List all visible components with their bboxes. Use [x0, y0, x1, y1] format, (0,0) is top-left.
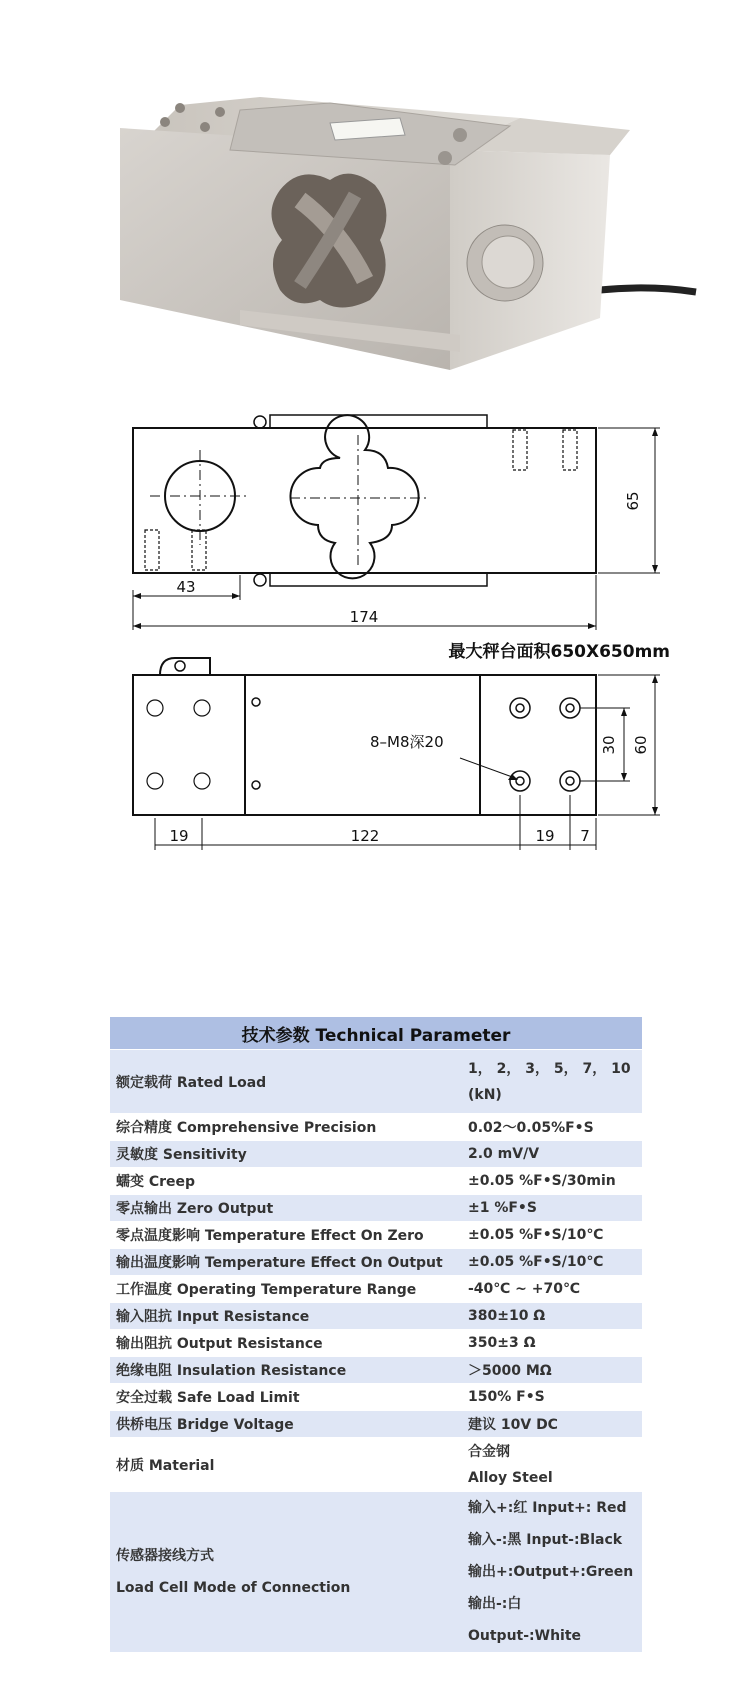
table-row-value: -40℃ ~ +70℃: [462, 1276, 642, 1303]
table-row-value: 380±10 Ω: [462, 1303, 642, 1330]
dim-edge: 7: [580, 827, 590, 845]
row-label-material: 材质 Material: [110, 1438, 462, 1492]
row-value-material: 合金钢 Alloy Steel: [462, 1438, 642, 1492]
table-row-value: 0.02～0.05%F•S: [462, 1114, 642, 1141]
table-row-value: ±0.05 %F•S/30min: [462, 1168, 642, 1195]
load-cell-photo: [0, 0, 749, 400]
table-row-value: ±1 %F•S: [462, 1195, 642, 1222]
dim-height-bottom: 60: [632, 735, 650, 755]
thread-callout: 8–M8深20: [370, 733, 444, 751]
technical-parameter-table: [110, 1016, 642, 1652]
dim-height-top: 65: [624, 491, 642, 511]
table-row-label: 综合精度 Comprehensive Precision: [110, 1114, 462, 1141]
dim-right-pitch: 19: [535, 827, 555, 845]
table-row-label: 输入阻抗 Input Resistance: [110, 1303, 462, 1330]
table-title: 技术参数 Technical Parameter: [110, 1017, 642, 1050]
dim-middle: 122: [350, 827, 380, 845]
table-row-value: ±0.05 %F•S/10℃: [462, 1222, 642, 1249]
dim-inner-height: 30: [600, 735, 618, 755]
dim-total-length: 174: [349, 608, 379, 626]
table-row-value: 2.0 mV/V: [462, 1141, 642, 1168]
row-label-rated-load: 额定载荷 Rated Load: [110, 1050, 462, 1114]
platform-note: 最大秤台面积650X650mm: [448, 642, 670, 662]
table-row-value: ±0.05 %F•S/10℃: [462, 1249, 642, 1276]
table-row-label: 输出温度影响 Temperature Effect On Output: [110, 1249, 462, 1276]
technical-drawing: [0, 400, 749, 960]
dim-left-offset: 43: [176, 578, 196, 596]
row-value-rated-load: 1， 2， 3， 5， 7， 10 (kN): [462, 1050, 642, 1114]
table-row-label: 绝缘电阻 Insulation Resistance: [110, 1357, 462, 1384]
table-row-label: 工作温度 Operating Temperature Range: [110, 1276, 462, 1303]
row-label-connection: 传感器接线方式 Load Cell Mode of Connection: [110, 1492, 462, 1653]
table-row-value: 建议 10V DC: [462, 1411, 642, 1438]
table-row-label: 输出阻抗 Output Resistance: [110, 1330, 462, 1357]
table-row-label: 零点输出 Zero Output: [110, 1195, 462, 1222]
dim-left-pitch: 19: [169, 827, 189, 845]
table-row-value: ＞5000 MΩ: [462, 1357, 642, 1384]
table-row-label: 蠕变 Creep: [110, 1168, 462, 1195]
table-row-label: 安全过载 Safe Load Limit: [110, 1384, 462, 1411]
table-row-value: 150% F•S: [462, 1384, 642, 1411]
row-value-connection: 输入+:红 Input+: Red 输入-:黑 Input-:Black 输出+:Output+:Green 输出-:白 Output-:White: [462, 1492, 642, 1653]
table-row-value: 350±3 Ω: [462, 1330, 642, 1357]
table-row-label: 供桥电压 Bridge Voltage: [110, 1411, 462, 1438]
table-row-label: 零点温度影响 Temperature Effect On Zero: [110, 1222, 462, 1249]
table-row-label: 灵敏度 Sensitivity: [110, 1141, 462, 1168]
